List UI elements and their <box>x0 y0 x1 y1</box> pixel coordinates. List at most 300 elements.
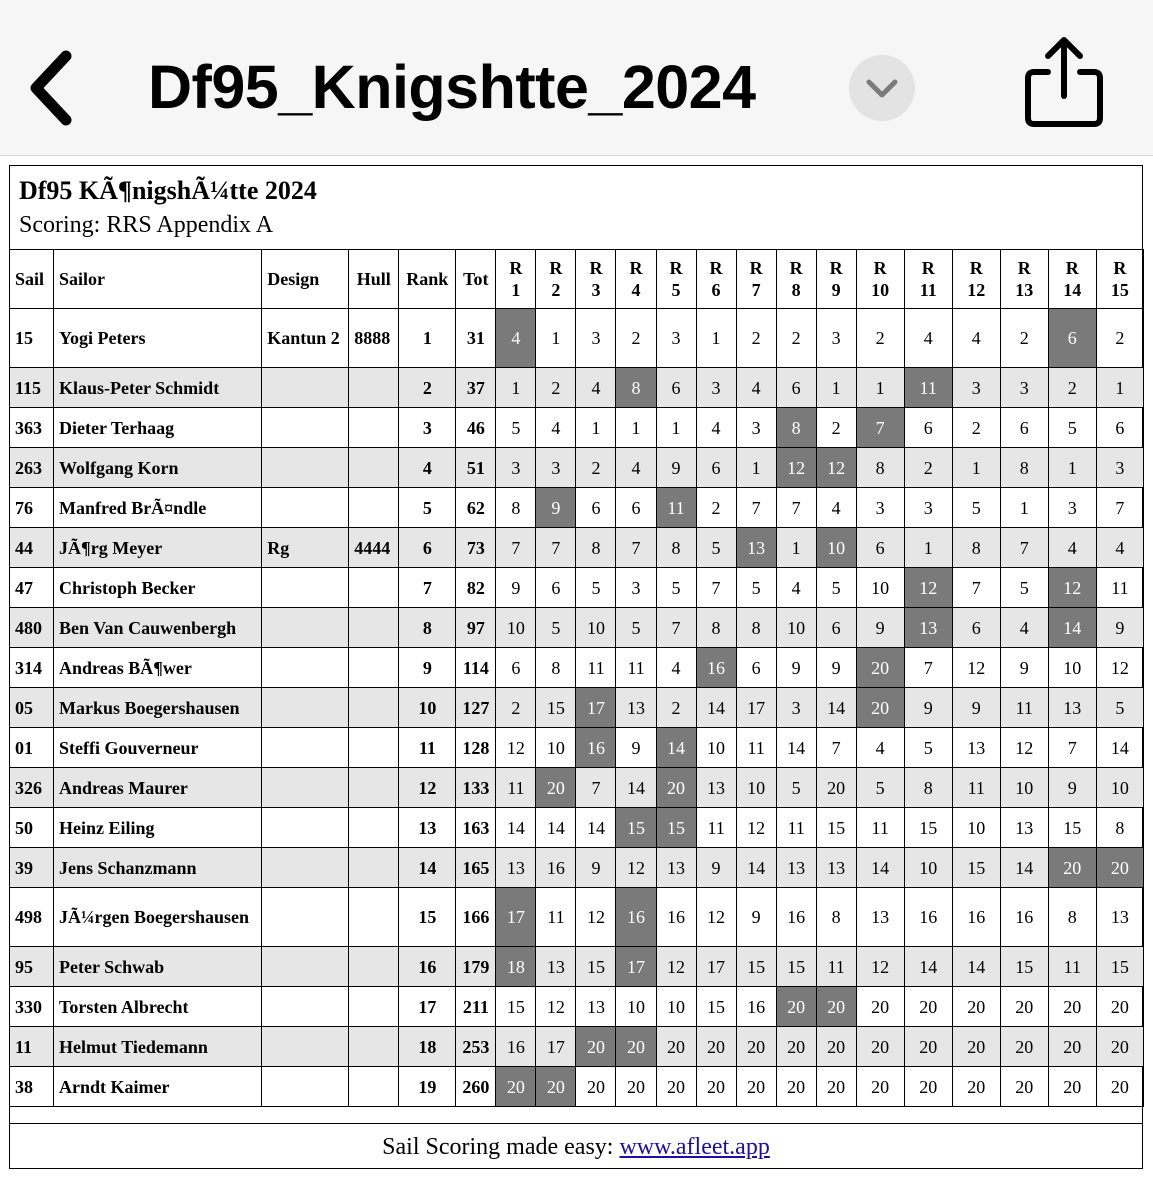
discarded-score-cell: 4 <box>496 309 536 368</box>
rank-cell: 18 <box>399 1027 456 1067</box>
discarded-score-cell: 20 <box>616 1027 656 1067</box>
table-row <box>10 888 1144 947</box>
table-row <box>10 488 1144 528</box>
sailor-cell: Manfred BrÃ¤ndle <box>54 488 262 528</box>
race-score-cell: 5 <box>696 528 736 568</box>
share-button[interactable] <box>1020 34 1108 132</box>
race-score-cell: 5 <box>776 768 816 808</box>
discarded-score-cell: 20 <box>536 1067 576 1107</box>
discarded-score-cell: 9 <box>536 488 576 528</box>
race-score-cell: 13 <box>1048 688 1096 728</box>
sail-cell: 11 <box>10 1027 54 1067</box>
race-score-cell: 20 <box>952 1067 1000 1107</box>
race-prefix: R <box>629 258 643 278</box>
sailor-cell: Peter Schwab <box>54 947 262 987</box>
race-score-cell: 11 <box>1000 688 1048 728</box>
chevron-left-icon <box>22 46 84 130</box>
sailor-cell: Yogi Peters <box>54 309 262 368</box>
race-score-cell: 16 <box>496 1027 536 1067</box>
rank-cell: 15 <box>399 888 456 947</box>
race-score-cell: 14 <box>816 688 856 728</box>
race-score-cell: 16 <box>536 848 576 888</box>
race-score-cell: 20 <box>952 987 1000 1027</box>
discarded-score-cell: 12 <box>776 448 816 488</box>
race-score-cell: 20 <box>952 1027 1000 1067</box>
race-score-cell: 11 <box>736 728 776 768</box>
discarded-score-cell: 17 <box>576 688 616 728</box>
discarded-score-cell: 20 <box>496 1067 536 1107</box>
rank-cell: 11 <box>399 728 456 768</box>
race-score-cell: 8 <box>1048 888 1096 947</box>
race-score-cell: 11 <box>1096 568 1143 608</box>
tot-cell: 127 <box>456 688 496 728</box>
discarded-score-cell: 20 <box>816 987 856 1027</box>
race-score-cell: 6 <box>952 608 1000 648</box>
race-score-cell: 10 <box>696 728 736 768</box>
rank-cell: 7 <box>399 568 456 608</box>
race-score-cell: 8 <box>1096 808 1143 848</box>
discarded-score-cell: 11 <box>656 488 696 528</box>
back-button[interactable] <box>22 46 84 130</box>
race-score-cell: 1 <box>816 368 856 408</box>
race-score-cell: 20 <box>816 1027 856 1067</box>
race-score-cell: 4 <box>536 408 576 448</box>
race-score-cell: 15 <box>952 848 1000 888</box>
race-score-cell: 15 <box>576 947 616 987</box>
rank-cell: 14 <box>399 848 456 888</box>
race-score-cell: 4 <box>856 728 904 768</box>
race-score-cell: 2 <box>776 309 816 368</box>
race-score-cell: 20 <box>616 1067 656 1107</box>
race-score-cell: 13 <box>952 728 1000 768</box>
race-score-cell: 7 <box>656 608 696 648</box>
race-score-cell: 15 <box>1048 808 1096 848</box>
navigation-bar <box>0 0 1153 156</box>
column-header-race <box>496 250 536 309</box>
race-score-cell: 3 <box>656 309 696 368</box>
race-score-cell: 20 <box>736 1067 776 1107</box>
race-score-cell: 11 <box>776 808 816 848</box>
race-score-cell: 11 <box>496 768 536 808</box>
race-score-cell: 8 <box>696 608 736 648</box>
race-score-cell: 10 <box>616 987 656 1027</box>
race-score-cell: 20 <box>1048 1027 1096 1067</box>
race-score-cell: 16 <box>1000 888 1048 947</box>
table-row <box>10 768 1144 808</box>
race-score-cell: 3 <box>616 568 656 608</box>
sail-cell: 50 <box>10 808 54 848</box>
race-score-cell: 1 <box>536 309 576 368</box>
sailor-cell: Klaus-Peter Schmidt <box>54 368 262 408</box>
race-prefix: R <box>669 258 683 278</box>
sailor-cell: JÃ¼rgen Boegershausen <box>54 888 262 947</box>
discarded-score-cell: 11 <box>904 368 952 408</box>
discarded-score-cell: 6 <box>1048 309 1096 368</box>
race-number: 15 <box>1110 280 1129 300</box>
tot-cell: 62 <box>456 488 496 528</box>
race-score-cell: 6 <box>696 448 736 488</box>
sail-cell: 326 <box>10 768 54 808</box>
race-score-cell: 20 <box>696 1067 736 1107</box>
race-score-cell: 20 <box>816 1067 856 1107</box>
footer <box>9 1123 1143 1170</box>
race-score-cell: 1 <box>496 368 536 408</box>
race-score-cell: 20 <box>1096 1027 1143 1067</box>
race-score-cell: 9 <box>696 848 736 888</box>
race-score-cell: 5 <box>736 568 776 608</box>
sail-cell: 01 <box>10 728 54 768</box>
hull-cell <box>349 648 399 688</box>
tot-cell: 31 <box>456 309 496 368</box>
sail-cell: 95 <box>10 947 54 987</box>
race-score-cell: 1 <box>656 408 696 448</box>
race-number: 3 <box>591 280 601 300</box>
design-cell <box>262 768 349 808</box>
tot-cell: 253 <box>456 1027 496 1067</box>
race-score-cell: 20 <box>656 1067 696 1107</box>
race-score-cell: 2 <box>496 688 536 728</box>
column-header-race <box>904 250 952 309</box>
column-header-tot: Tot <box>456 250 496 309</box>
race-number: 9 <box>831 280 841 300</box>
race-score-cell: 5 <box>952 488 1000 528</box>
race-score-cell: 10 <box>904 848 952 888</box>
race-score-cell: 5 <box>656 568 696 608</box>
race-score-cell: 6 <box>904 408 952 448</box>
column-header-race <box>616 250 656 309</box>
rank-cell: 8 <box>399 608 456 648</box>
race-prefix: R <box>749 258 763 278</box>
rank-cell: 4 <box>399 448 456 488</box>
report-title: Df95 KÃ¶nigshÃ¼tte 2024 <box>19 176 317 205</box>
race-score-cell: 7 <box>736 488 776 528</box>
sailor-cell: Jens Schanzmann <box>54 848 262 888</box>
race-number: 12 <box>967 280 986 300</box>
race-score-cell: 9 <box>1096 608 1143 648</box>
race-score-cell: 14 <box>1000 848 1048 888</box>
table-row <box>10 528 1144 568</box>
tot-cell: 97 <box>456 608 496 648</box>
race-score-cell: 20 <box>776 1027 816 1067</box>
header-row <box>10 250 1144 309</box>
tot-cell: 179 <box>456 947 496 987</box>
discarded-score-cell: 20 <box>656 768 696 808</box>
race-score-cell: 6 <box>856 528 904 568</box>
race-score-cell: 2 <box>816 408 856 448</box>
race-score-cell: 14 <box>576 808 616 848</box>
sail-cell: 38 <box>10 1067 54 1107</box>
race-score-cell: 6 <box>656 368 696 408</box>
column-header-hull: Hull <box>349 250 399 309</box>
tot-cell: 260 <box>456 1067 496 1107</box>
sail-cell: 115 <box>10 368 54 408</box>
race-score-cell: 4 <box>1048 528 1096 568</box>
race-score-cell: 8 <box>736 608 776 648</box>
column-header-race <box>1096 250 1143 309</box>
discarded-score-cell: 12 <box>1048 568 1096 608</box>
race-score-cell: 7 <box>904 648 952 688</box>
table-row <box>10 608 1144 648</box>
table-row <box>10 309 1144 368</box>
race-score-cell: 1 <box>616 408 656 448</box>
race-score-cell: 7 <box>536 528 576 568</box>
race-score-cell: 6 <box>1000 408 1048 448</box>
race-score-cell: 5 <box>576 568 616 608</box>
design-cell: Kantun 2 <box>262 309 349 368</box>
race-score-cell: 2 <box>536 368 576 408</box>
column-header-rank: Rank <box>399 250 456 309</box>
table-row <box>10 568 1144 608</box>
document-title: Df95_Knigshtte_2024 <box>148 53 756 121</box>
race-score-cell: 2 <box>736 309 776 368</box>
design-cell <box>262 648 349 688</box>
sail-cell: 480 <box>10 608 54 648</box>
race-score-cell: 1 <box>856 368 904 408</box>
hull-cell <box>349 728 399 768</box>
race-score-cell: 20 <box>816 768 856 808</box>
race-score-cell: 4 <box>576 368 616 408</box>
race-score-cell: 16 <box>904 888 952 947</box>
design-cell <box>262 1067 349 1107</box>
race-prefix: R <box>829 258 843 278</box>
race-score-cell: 4 <box>952 309 1000 368</box>
hull-cell <box>349 608 399 648</box>
discarded-score-cell: 15 <box>656 808 696 848</box>
race-score-cell: 11 <box>576 648 616 688</box>
table-row <box>10 448 1144 488</box>
race-score-cell: 3 <box>1048 488 1096 528</box>
discarded-score-cell: 13 <box>904 608 952 648</box>
race-number: 4 <box>631 280 641 300</box>
race-number: 6 <box>711 280 721 300</box>
race-score-cell: 1 <box>736 448 776 488</box>
discarded-score-cell: 20 <box>856 688 904 728</box>
race-score-cell: 7 <box>1096 488 1143 528</box>
race-score-cell: 8 <box>496 488 536 528</box>
column-header-race <box>696 250 736 309</box>
discarded-score-cell: 20 <box>856 648 904 688</box>
discarded-score-cell: 12 <box>816 448 856 488</box>
race-score-cell: 11 <box>856 808 904 848</box>
race-score-cell: 14 <box>496 808 536 848</box>
tot-cell: 51 <box>456 448 496 488</box>
design-cell <box>262 448 349 488</box>
race-score-cell: 20 <box>1048 1067 1096 1107</box>
discarded-score-cell: 14 <box>656 728 696 768</box>
rank-cell: 12 <box>399 768 456 808</box>
race-score-cell: 2 <box>656 688 696 728</box>
race-number: 10 <box>871 280 890 300</box>
design-cell <box>262 1027 349 1067</box>
discarded-score-cell: 16 <box>616 888 656 947</box>
race-score-cell: 16 <box>656 888 696 947</box>
race-score-cell: 12 <box>656 947 696 987</box>
race-score-cell: 8 <box>856 448 904 488</box>
race-score-cell: 5 <box>856 768 904 808</box>
race-score-cell: 20 <box>736 1027 776 1067</box>
table-row <box>10 408 1144 448</box>
title-menu-button[interactable] <box>849 55 915 121</box>
race-score-cell: 5 <box>816 568 856 608</box>
race-number: 2 <box>551 280 561 300</box>
race-score-cell: 4 <box>1096 528 1143 568</box>
race-score-cell: 2 <box>616 309 656 368</box>
race-prefix: R <box>509 258 523 278</box>
race-number: 5 <box>671 280 681 300</box>
sail-cell: 498 <box>10 888 54 947</box>
discarded-score-cell: 20 <box>1096 848 1143 888</box>
race-score-cell: 20 <box>776 1067 816 1107</box>
report-header <box>9 165 1143 249</box>
sail-cell: 15 <box>10 309 54 368</box>
race-score-cell: 7 <box>696 568 736 608</box>
race-score-cell: 20 <box>856 1067 904 1107</box>
race-score-cell: 13 <box>1000 808 1048 848</box>
race-score-cell: 2 <box>904 448 952 488</box>
design-cell <box>262 688 349 728</box>
race-score-cell: 3 <box>904 488 952 528</box>
race-score-cell: 17 <box>696 947 736 987</box>
sailor-cell: Steffi Gouverneur <box>54 728 262 768</box>
race-score-cell: 14 <box>856 848 904 888</box>
sailor-cell: Wolfgang Korn <box>54 448 262 488</box>
race-number: 1 <box>511 280 521 300</box>
discarded-score-cell: 18 <box>496 947 536 987</box>
table-row <box>10 987 1144 1027</box>
race-score-cell: 2 <box>1096 309 1143 368</box>
race-score-cell: 11 <box>696 808 736 848</box>
sailor-cell: Markus Boegershausen <box>54 688 262 728</box>
tot-cell: 128 <box>456 728 496 768</box>
discarded-score-cell: 20 <box>576 1027 616 1067</box>
sailor-cell: JÃ¶rg Meyer <box>54 528 262 568</box>
discarded-score-cell: 14 <box>1048 608 1096 648</box>
race-score-cell: 15 <box>496 987 536 1027</box>
race-score-cell: 9 <box>656 448 696 488</box>
design-cell <box>262 848 349 888</box>
race-score-cell: 20 <box>904 1067 952 1107</box>
column-header-race <box>952 250 1000 309</box>
race-score-cell: 12 <box>856 947 904 987</box>
race-score-cell: 12 <box>1000 728 1048 768</box>
race-score-cell: 2 <box>1000 309 1048 368</box>
race-score-cell: 5 <box>616 608 656 648</box>
afleet-link[interactable]: www.afleet.app <box>619 1134 770 1160</box>
race-score-cell: 1 <box>776 528 816 568</box>
race-prefix: R <box>589 258 603 278</box>
race-score-cell: 3 <box>536 448 576 488</box>
sailor-cell: Heinz Eiling <box>54 808 262 848</box>
race-score-cell: 1 <box>952 448 1000 488</box>
race-score-cell: 15 <box>904 808 952 848</box>
race-score-cell: 4 <box>776 568 816 608</box>
race-score-cell: 17 <box>736 688 776 728</box>
hull-cell <box>349 1067 399 1107</box>
race-score-cell: 15 <box>536 688 576 728</box>
race-score-cell: 7 <box>952 568 1000 608</box>
column-header-design: Design <box>262 250 349 309</box>
hull-cell <box>349 448 399 488</box>
race-prefix: R <box>789 258 803 278</box>
sailor-cell: Helmut Tiedemann <box>54 1027 262 1067</box>
race-score-cell: 3 <box>1096 448 1143 488</box>
race-score-cell: 13 <box>576 987 616 1027</box>
race-score-cell: 2 <box>696 488 736 528</box>
race-score-cell: 10 <box>656 987 696 1027</box>
hull-cell <box>349 888 399 947</box>
hull-cell <box>349 568 399 608</box>
race-score-cell: 14 <box>904 947 952 987</box>
race-score-cell: 7 <box>1048 728 1096 768</box>
tot-cell: 82 <box>456 568 496 608</box>
race-score-cell: 10 <box>536 728 576 768</box>
race-score-cell: 7 <box>576 768 616 808</box>
race-score-cell: 5 <box>1000 568 1048 608</box>
race-score-cell: 3 <box>1000 368 1048 408</box>
race-score-cell: 3 <box>776 688 816 728</box>
race-score-cell: 9 <box>616 728 656 768</box>
discarded-score-cell: 10 <box>816 528 856 568</box>
race-prefix: R <box>873 258 887 278</box>
table-row <box>10 368 1144 408</box>
discarded-score-cell: 7 <box>856 408 904 448</box>
race-score-cell: 15 <box>696 987 736 1027</box>
race-number: 8 <box>791 280 801 300</box>
race-number: 7 <box>751 280 761 300</box>
hull-cell: 8888 <box>349 309 399 368</box>
race-score-cell: 20 <box>856 987 904 1027</box>
race-score-cell: 12 <box>1096 648 1143 688</box>
column-header-race <box>656 250 696 309</box>
hull-cell <box>349 408 399 448</box>
race-score-cell: 5 <box>1048 408 1096 448</box>
race-score-cell: 2 <box>856 309 904 368</box>
race-score-cell: 14 <box>736 848 776 888</box>
discarded-score-cell: 20 <box>1048 848 1096 888</box>
hull-cell <box>349 987 399 1027</box>
table-row <box>10 728 1144 768</box>
race-score-cell: 10 <box>952 808 1000 848</box>
race-score-cell: 5 <box>1096 688 1143 728</box>
sail-cell: 314 <box>10 648 54 688</box>
tot-cell: 166 <box>456 888 496 947</box>
race-score-cell: 15 <box>816 808 856 848</box>
tot-cell: 46 <box>456 408 496 448</box>
race-score-cell: 10 <box>1096 768 1143 808</box>
race-score-cell: 9 <box>816 648 856 688</box>
column-header-race <box>536 250 576 309</box>
column-header-race <box>856 250 904 309</box>
race-score-cell: 13 <box>536 947 576 987</box>
race-score-cell: 13 <box>1096 888 1143 947</box>
rank-cell: 19 <box>399 1067 456 1107</box>
hull-cell <box>349 808 399 848</box>
race-score-cell: 4 <box>904 309 952 368</box>
race-score-cell: 3 <box>736 408 776 448</box>
rank-cell: 2 <box>399 368 456 408</box>
race-score-cell: 14 <box>952 947 1000 987</box>
discarded-score-cell: 16 <box>576 728 616 768</box>
discarded-score-cell: 8 <box>776 408 816 448</box>
race-score-cell: 3 <box>952 368 1000 408</box>
table-row <box>10 648 1144 688</box>
race-score-cell: 20 <box>1096 1067 1143 1107</box>
sail-cell: 05 <box>10 688 54 728</box>
race-score-cell: 1 <box>696 309 736 368</box>
race-score-cell: 13 <box>496 848 536 888</box>
hull-cell: 4444 <box>349 528 399 568</box>
race-score-cell: 9 <box>776 648 816 688</box>
